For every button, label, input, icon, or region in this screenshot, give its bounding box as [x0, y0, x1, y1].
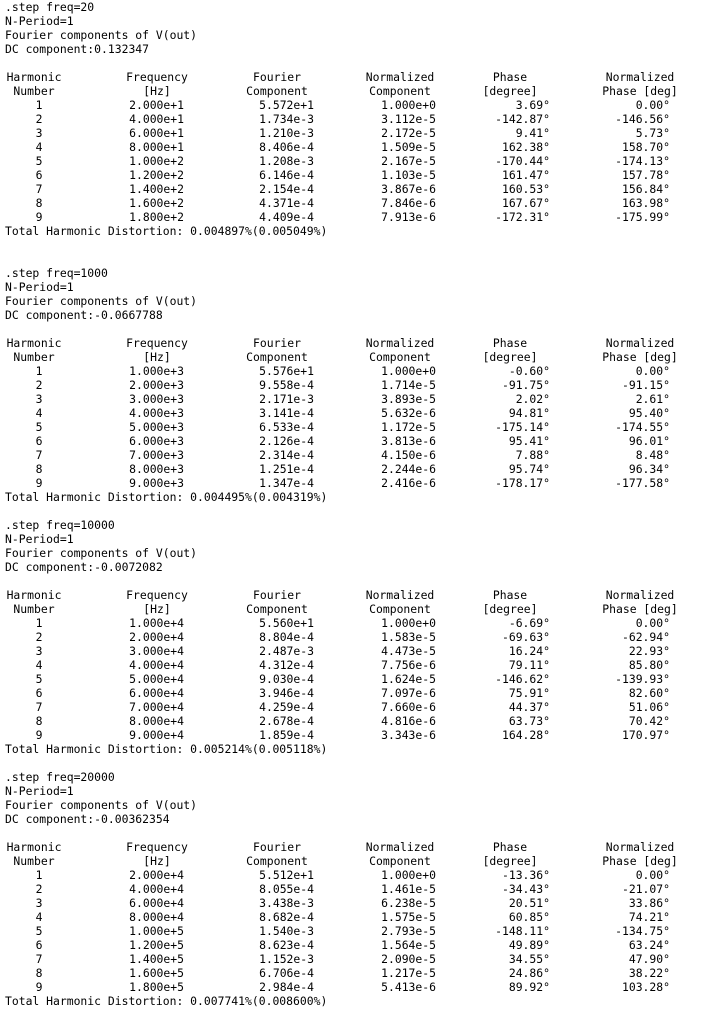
- normalized-component-cell: 1.000e+0: [381, 364, 436, 378]
- fourier-component-cell: 1.152e-3: [259, 952, 314, 966]
- normalized-component-cell: 3.893e-5: [381, 392, 436, 406]
- phase-cell: 164.28°: [501, 728, 550, 742]
- phase-cell: 162.38°: [501, 140, 550, 154]
- fourier-component-cell: 1.210e-3: [259, 126, 314, 140]
- nperiod-line: N-Period=1: [5, 532, 74, 546]
- column-header: Fourier: [252, 336, 302, 350]
- nperiod-line: N-Period=1: [5, 784, 74, 798]
- harmonic-number-cell: 6: [35, 168, 43, 182]
- column-header-sub: Component: [246, 84, 308, 98]
- fourier-component-cell: 1.859e-4: [259, 728, 314, 742]
- normalized-component-cell: 1.624e-5: [381, 672, 436, 686]
- fourier-component-cell: 1.347e-4: [259, 476, 314, 490]
- harmonic-number-cell: 1: [35, 98, 43, 112]
- fourier-component-cell: 5.560e+1: [259, 616, 314, 630]
- normalized-phase-cell: -139.93°: [615, 672, 670, 686]
- harmonic-number-cell: 8: [35, 196, 43, 210]
- fourier-component-cell: 9.030e-4: [259, 672, 314, 686]
- fourier-component-cell: 8.406e-4: [259, 140, 314, 154]
- fourier-component-cell: 1.251e-4: [259, 462, 314, 476]
- column-header-sub: Component: [369, 854, 431, 868]
- nperiod-line: N-Period=1: [5, 280, 74, 294]
- frequency-cell: 1.600e+5: [129, 966, 184, 980]
- frequency-cell: 3.000e+3: [129, 392, 184, 406]
- frequency-cell: 2.000e+1: [129, 98, 184, 112]
- fourier-component-cell: 2.984e-4: [259, 980, 314, 994]
- phase-cell: -178.17°: [495, 476, 550, 490]
- column-header-sub: Component: [369, 84, 431, 98]
- column-header-sub: [Hz]: [143, 854, 171, 868]
- phase-cell: -148.11°: [495, 924, 550, 938]
- column-header: Fourier: [252, 588, 302, 602]
- harmonic-number-cell: 7: [35, 448, 43, 462]
- phase-cell: 34.55°: [508, 952, 550, 966]
- frequency-cell: 8.000e+4: [129, 714, 184, 728]
- normalized-phase-cell: 5.73°: [635, 126, 670, 140]
- frequency-cell: 8.000e+1: [129, 140, 184, 154]
- phase-cell: 16.24°: [508, 644, 550, 658]
- normalized-component-cell: 2.244e-6: [381, 462, 436, 476]
- harmonic-number-cell: 2: [35, 882, 43, 896]
- normalized-component-cell: 5.632e-6: [381, 406, 436, 420]
- phase-cell: 7.88°: [515, 448, 550, 462]
- phase-cell: -91.75°: [501, 378, 550, 392]
- fourier-component-cell: 8.623e-4: [259, 938, 314, 952]
- fourier-component-cell: 9.558e-4: [259, 378, 314, 392]
- phase-cell: -69.63°: [501, 630, 550, 644]
- fourier-component-cell: 4.371e-4: [259, 196, 314, 210]
- fourier-component-cell: 2.171e-3: [259, 392, 314, 406]
- normalized-component-cell: 3.343e-6: [381, 728, 436, 742]
- normalized-phase-cell: -91.15°: [621, 378, 670, 392]
- column-header-sub: [degree]: [482, 350, 538, 364]
- fourier-component-cell: 8.682e-4: [259, 910, 314, 924]
- harmonic-number-cell: 8: [35, 714, 43, 728]
- column-header: Phase: [492, 588, 528, 602]
- normalized-component-cell: 3.813e-6: [381, 434, 436, 448]
- column-header-sub: Component: [246, 350, 308, 364]
- phase-cell: -6.69°: [508, 616, 550, 630]
- normalized-component-cell: 1.461e-5: [381, 882, 436, 896]
- normalized-component-cell: 4.150e-6: [381, 448, 436, 462]
- normalized-phase-cell: 0.00°: [635, 98, 670, 112]
- normalized-phase-cell: -21.07°: [621, 882, 670, 896]
- normalized-phase-cell: 96.34°: [628, 462, 670, 476]
- fourier-component-cell: 1.734e-3: [259, 112, 314, 126]
- total-harmonic-distortion: Total Harmonic Distortion: 0.005214%(0.005118%): [5, 742, 328, 756]
- column-header-sub: Number: [13, 84, 55, 98]
- frequency-cell: 2.000e+4: [129, 630, 184, 644]
- normalized-phase-cell: 38.22°: [628, 966, 670, 980]
- harmonic-number-cell: 7: [35, 700, 43, 714]
- total-harmonic-distortion: Total Harmonic Distortion: 0.004495%(0.004319%): [5, 490, 328, 504]
- fourier-title: Fourier components of V(out): [5, 546, 198, 560]
- harmonic-number-cell: 6: [35, 938, 43, 952]
- normalized-component-cell: 1.103e-5: [381, 168, 436, 182]
- normalized-phase-cell: 82.60°: [628, 686, 670, 700]
- normalized-phase-cell: -134.75°: [615, 924, 670, 938]
- normalized-phase-cell: 33.86°: [628, 896, 670, 910]
- frequency-cell: 9.000e+4: [129, 728, 184, 742]
- normalized-component-cell: 1.583e-5: [381, 630, 436, 644]
- column-header-sub: Phase [deg]: [602, 602, 678, 616]
- harmonic-number-cell: 3: [35, 896, 43, 910]
- fourier-component-cell: 4.312e-4: [259, 658, 314, 672]
- harmonic-number-cell: 9: [35, 476, 43, 490]
- column-header: Normalized: [365, 336, 435, 350]
- column-header: Harmonic: [6, 70, 62, 84]
- fourier-component-cell: 5.572e+1: [259, 98, 314, 112]
- normalized-phase-cell: 158.70°: [621, 140, 670, 154]
- normalized-phase-cell: 96.01°: [628, 434, 670, 448]
- frequency-cell: 1.000e+4: [129, 616, 184, 630]
- step-line: .step freq=10000: [5, 518, 115, 532]
- harmonic-number-cell: 9: [35, 980, 43, 994]
- frequency-cell: 1.800e+2: [129, 210, 184, 224]
- dc-component: DC component:0.132347: [5, 42, 150, 56]
- column-header: Normalized: [605, 70, 675, 84]
- fourier-component-cell: 5.576e+1: [259, 364, 314, 378]
- harmonic-number-cell: 3: [35, 392, 43, 406]
- phase-cell: 49.89°: [508, 938, 550, 952]
- harmonic-number-cell: 7: [35, 952, 43, 966]
- fourier-component-cell: 6.706e-4: [259, 966, 314, 980]
- phase-cell: -172.31°: [495, 210, 550, 224]
- frequency-cell: 1.800e+5: [129, 980, 184, 994]
- normalized-component-cell: 7.913e-6: [381, 210, 436, 224]
- normalized-component-cell: 2.416e-6: [381, 476, 436, 490]
- phase-cell: -0.60°: [508, 364, 550, 378]
- frequency-cell: 4.000e+3: [129, 406, 184, 420]
- phase-cell: 63.73°: [508, 714, 550, 728]
- frequency-cell: 6.000e+3: [129, 434, 184, 448]
- normalized-component-cell: 3.867e-6: [381, 182, 436, 196]
- column-header: Fourier: [252, 840, 302, 854]
- phase-cell: -13.36°: [501, 868, 550, 882]
- frequency-cell: 8.000e+4: [129, 910, 184, 924]
- harmonic-number-cell: 1: [35, 364, 43, 378]
- step-line: .step freq=1000: [5, 266, 108, 280]
- frequency-cell: 1.000e+3: [129, 364, 184, 378]
- phase-cell: 24.86°: [508, 966, 550, 980]
- harmonic-number-cell: 4: [35, 140, 43, 154]
- frequency-cell: 1.600e+2: [129, 196, 184, 210]
- normalized-phase-cell: 95.40°: [628, 406, 670, 420]
- normalized-phase-cell: 63.24°: [628, 938, 670, 952]
- phase-cell: 2.02°: [515, 392, 550, 406]
- phase-cell: 60.85°: [508, 910, 550, 924]
- fourier-component-cell: 2.314e-4: [259, 448, 314, 462]
- frequency-cell: 6.000e+4: [129, 896, 184, 910]
- fourier-title: Fourier components of V(out): [5, 798, 198, 812]
- fourier-component-cell: 3.946e-4: [259, 686, 314, 700]
- fourier-component-cell: 6.533e-4: [259, 420, 314, 434]
- step-line: .step freq=20000: [5, 770, 115, 784]
- fourier-component-cell: 2.126e-4: [259, 434, 314, 448]
- normalized-phase-cell: 51.06°: [628, 700, 670, 714]
- column-header: Phase: [492, 840, 528, 854]
- harmonic-number-cell: 7: [35, 182, 43, 196]
- fourier-component-cell: 5.512e+1: [259, 868, 314, 882]
- normalized-phase-cell: -146.56°: [615, 112, 670, 126]
- fourier-component-cell: 2.154e-4: [259, 182, 314, 196]
- fourier-component-cell: 2.678e-4: [259, 714, 314, 728]
- normalized-phase-cell: -174.13°: [615, 154, 670, 168]
- fourier-component-cell: 1.540e-3: [259, 924, 314, 938]
- frequency-cell: 2.000e+3: [129, 378, 184, 392]
- column-header-sub: Number: [13, 602, 55, 616]
- normalized-component-cell: 6.238e-5: [381, 896, 436, 910]
- column-header: Frequency: [126, 336, 188, 350]
- normalized-component-cell: 7.660e-6: [381, 700, 436, 714]
- column-header-sub: Phase [deg]: [602, 84, 678, 98]
- frequency-cell: 2.000e+4: [129, 868, 184, 882]
- frequency-cell: 5.000e+3: [129, 420, 184, 434]
- phase-cell: -142.87°: [495, 112, 550, 126]
- normalized-phase-cell: 74.21°: [628, 910, 670, 924]
- frequency-cell: 9.000e+3: [129, 476, 184, 490]
- column-header: Normalized: [365, 70, 435, 84]
- harmonic-number-cell: 6: [35, 434, 43, 448]
- frequency-cell: 6.000e+1: [129, 126, 184, 140]
- column-header-sub: [degree]: [482, 854, 538, 868]
- column-header: Frequency: [126, 70, 188, 84]
- phase-cell: 160.53°: [501, 182, 550, 196]
- normalized-component-cell: 4.473e-5: [381, 644, 436, 658]
- normalized-component-cell: 1.000e+0: [381, 98, 436, 112]
- phase-cell: -175.14°: [495, 420, 550, 434]
- normalized-component-cell: 2.172e-5: [381, 126, 436, 140]
- frequency-cell: 7.000e+4: [129, 700, 184, 714]
- column-header: Phase: [492, 336, 528, 350]
- normalized-component-cell: 1.509e-5: [381, 140, 436, 154]
- normalized-phase-cell: 0.00°: [635, 364, 670, 378]
- harmonic-number-cell: 5: [35, 420, 43, 434]
- total-harmonic-distortion: Total Harmonic Distortion: 0.007741%(0.008600%): [5, 994, 328, 1008]
- normalized-component-cell: 7.097e-6: [381, 686, 436, 700]
- phase-cell: -146.62°: [495, 672, 550, 686]
- harmonic-number-cell: 6: [35, 686, 43, 700]
- phase-cell: 94.81°: [508, 406, 550, 420]
- normalized-phase-cell: 85.80°: [628, 658, 670, 672]
- phase-cell: 9.41°: [515, 126, 550, 140]
- frequency-cell: 1.000e+2: [129, 154, 184, 168]
- normalized-phase-cell: 157.78°: [621, 168, 670, 182]
- column-header-sub: Phase [deg]: [602, 350, 678, 364]
- harmonic-number-cell: 2: [35, 630, 43, 644]
- harmonic-number-cell: 8: [35, 462, 43, 476]
- normalized-component-cell: 1.564e-5: [381, 938, 436, 952]
- fourier-component-cell: 6.146e-4: [259, 168, 314, 182]
- harmonic-number-cell: 5: [35, 924, 43, 938]
- harmonic-number-cell: 9: [35, 728, 43, 742]
- normalized-phase-cell: 103.28°: [621, 980, 670, 994]
- normalized-phase-cell: 0.00°: [635, 616, 670, 630]
- phase-cell: -34.43°: [501, 882, 550, 896]
- fourier-component-cell: 3.438e-3: [259, 896, 314, 910]
- fourier-component-cell: 4.259e-4: [259, 700, 314, 714]
- fourier-title: Fourier components of V(out): [5, 28, 198, 42]
- normalized-phase-cell: 8.48°: [635, 448, 670, 462]
- normalized-phase-cell: 163.98°: [621, 196, 670, 210]
- fourier-component-cell: 2.487e-3: [259, 644, 314, 658]
- normalized-component-cell: 1.172e-5: [381, 420, 436, 434]
- column-header-sub: Phase [deg]: [602, 854, 678, 868]
- column-header-sub: [degree]: [482, 84, 538, 98]
- step-line: .step freq=20: [5, 0, 95, 14]
- normalized-component-cell: 4.816e-6: [381, 714, 436, 728]
- phase-cell: 20.51°: [508, 896, 550, 910]
- dc-component: DC component:-0.0667788: [5, 308, 163, 322]
- column-header: Normalized: [605, 840, 675, 854]
- normalized-phase-cell: -62.94°: [621, 630, 670, 644]
- phase-cell: -170.44°: [495, 154, 550, 168]
- column-header-sub: [Hz]: [143, 84, 171, 98]
- normalized-component-cell: 2.793e-5: [381, 924, 436, 938]
- fourier-component-cell: 8.804e-4: [259, 630, 314, 644]
- phase-cell: 44.37°: [508, 700, 550, 714]
- normalized-component-cell: 1.000e+0: [381, 868, 436, 882]
- column-header-sub: Component: [246, 602, 308, 616]
- normalized-phase-cell: 22.93°: [628, 644, 670, 658]
- fourier-component-cell: 4.409e-4: [259, 210, 314, 224]
- dc-component: DC component:-0.0072082: [5, 560, 163, 574]
- column-header: Normalized: [365, 840, 435, 854]
- harmonic-number-cell: 5: [35, 672, 43, 686]
- column-header: Frequency: [126, 840, 188, 854]
- column-header-sub: [Hz]: [143, 350, 171, 364]
- normalized-component-cell: 1.714e-5: [381, 378, 436, 392]
- fourier-title: Fourier components of V(out): [5, 294, 198, 308]
- normalized-component-cell: 7.756e-6: [381, 658, 436, 672]
- column-header: Frequency: [126, 588, 188, 602]
- column-header-sub: [Hz]: [143, 602, 171, 616]
- normalized-component-cell: 1.217e-5: [381, 966, 436, 980]
- phase-cell: 75.91°: [508, 686, 550, 700]
- frequency-cell: 4.000e+4: [129, 658, 184, 672]
- normalized-component-cell: 7.846e-6: [381, 196, 436, 210]
- harmonic-number-cell: 5: [35, 154, 43, 168]
- phase-cell: 89.92°: [508, 980, 550, 994]
- frequency-cell: 1.200e+2: [129, 168, 184, 182]
- harmonic-number-cell: 9: [35, 210, 43, 224]
- normalized-phase-cell: 0.00°: [635, 868, 670, 882]
- frequency-cell: 4.000e+4: [129, 882, 184, 896]
- column-header-sub: Number: [13, 350, 55, 364]
- frequency-cell: 6.000e+4: [129, 686, 184, 700]
- column-header: Harmonic: [6, 588, 62, 602]
- harmonic-number-cell: 4: [35, 406, 43, 420]
- column-header-sub: Component: [369, 602, 431, 616]
- frequency-cell: 3.000e+4: [129, 644, 184, 658]
- column-header-sub: Component: [369, 350, 431, 364]
- column-header-sub: Number: [13, 854, 55, 868]
- nperiod-line: N-Period=1: [5, 14, 74, 28]
- total-harmonic-distortion: Total Harmonic Distortion: 0.004897%(0.005049%): [5, 224, 328, 238]
- frequency-cell: 5.000e+4: [129, 672, 184, 686]
- phase-cell: 3.69°: [515, 98, 550, 112]
- harmonic-number-cell: 3: [35, 644, 43, 658]
- frequency-cell: 1.200e+5: [129, 938, 184, 952]
- column-header: Normalized: [365, 588, 435, 602]
- column-header-sub: Component: [246, 854, 308, 868]
- column-header: Normalized: [605, 336, 675, 350]
- normalized-component-cell: 5.413e-6: [381, 980, 436, 994]
- frequency-cell: 1.400e+5: [129, 952, 184, 966]
- normalized-phase-cell: 47.90°: [628, 952, 670, 966]
- normalized-component-cell: 1.000e+0: [381, 616, 436, 630]
- fourier-component-cell: 3.141e-4: [259, 406, 314, 420]
- phase-cell: 161.47°: [501, 168, 550, 182]
- normalized-phase-cell: 170.97°: [621, 728, 670, 742]
- normalized-component-cell: 2.167e-5: [381, 154, 436, 168]
- harmonic-number-cell: 8: [35, 966, 43, 980]
- fourier-component-cell: 8.055e-4: [259, 882, 314, 896]
- normalized-phase-cell: -175.99°: [615, 210, 670, 224]
- harmonic-number-cell: 4: [35, 910, 43, 924]
- frequency-cell: 7.000e+3: [129, 448, 184, 462]
- harmonic-number-cell: 1: [35, 868, 43, 882]
- harmonic-number-cell: 3: [35, 126, 43, 140]
- normalized-component-cell: 2.090e-5: [381, 952, 436, 966]
- harmonic-number-cell: 2: [35, 378, 43, 392]
- phase-cell: 95.41°: [508, 434, 550, 448]
- harmonic-number-cell: 2: [35, 112, 43, 126]
- normalized-phase-cell: 156.84°: [621, 182, 670, 196]
- frequency-cell: 8.000e+3: [129, 462, 184, 476]
- normalized-component-cell: 1.575e-5: [381, 910, 436, 924]
- column-header: Phase: [492, 70, 528, 84]
- dc-component: DC component:-0.00362354: [5, 812, 170, 826]
- normalized-component-cell: 3.112e-5: [381, 112, 436, 126]
- column-header: Fourier: [252, 70, 302, 84]
- phase-cell: 79.11°: [508, 658, 550, 672]
- column-header-sub: [degree]: [482, 602, 538, 616]
- column-header: Normalized: [605, 588, 675, 602]
- fourier-component-cell: 1.208e-3: [259, 154, 314, 168]
- normalized-phase-cell: -174.55°: [615, 420, 670, 434]
- normalized-phase-cell: -177.58°: [615, 476, 670, 490]
- normalized-phase-cell: 70.42°: [628, 714, 670, 728]
- harmonic-number-cell: 1: [35, 616, 43, 630]
- frequency-cell: 4.000e+1: [129, 112, 184, 126]
- harmonic-number-cell: 4: [35, 658, 43, 672]
- phase-cell: 95.74°: [508, 462, 550, 476]
- normalized-phase-cell: 2.61°: [635, 392, 670, 406]
- column-header: Harmonic: [6, 336, 62, 350]
- column-header: Harmonic: [6, 840, 62, 854]
- frequency-cell: 1.400e+2: [129, 182, 184, 196]
- phase-cell: 167.67°: [501, 196, 550, 210]
- frequency-cell: 1.000e+5: [129, 924, 184, 938]
